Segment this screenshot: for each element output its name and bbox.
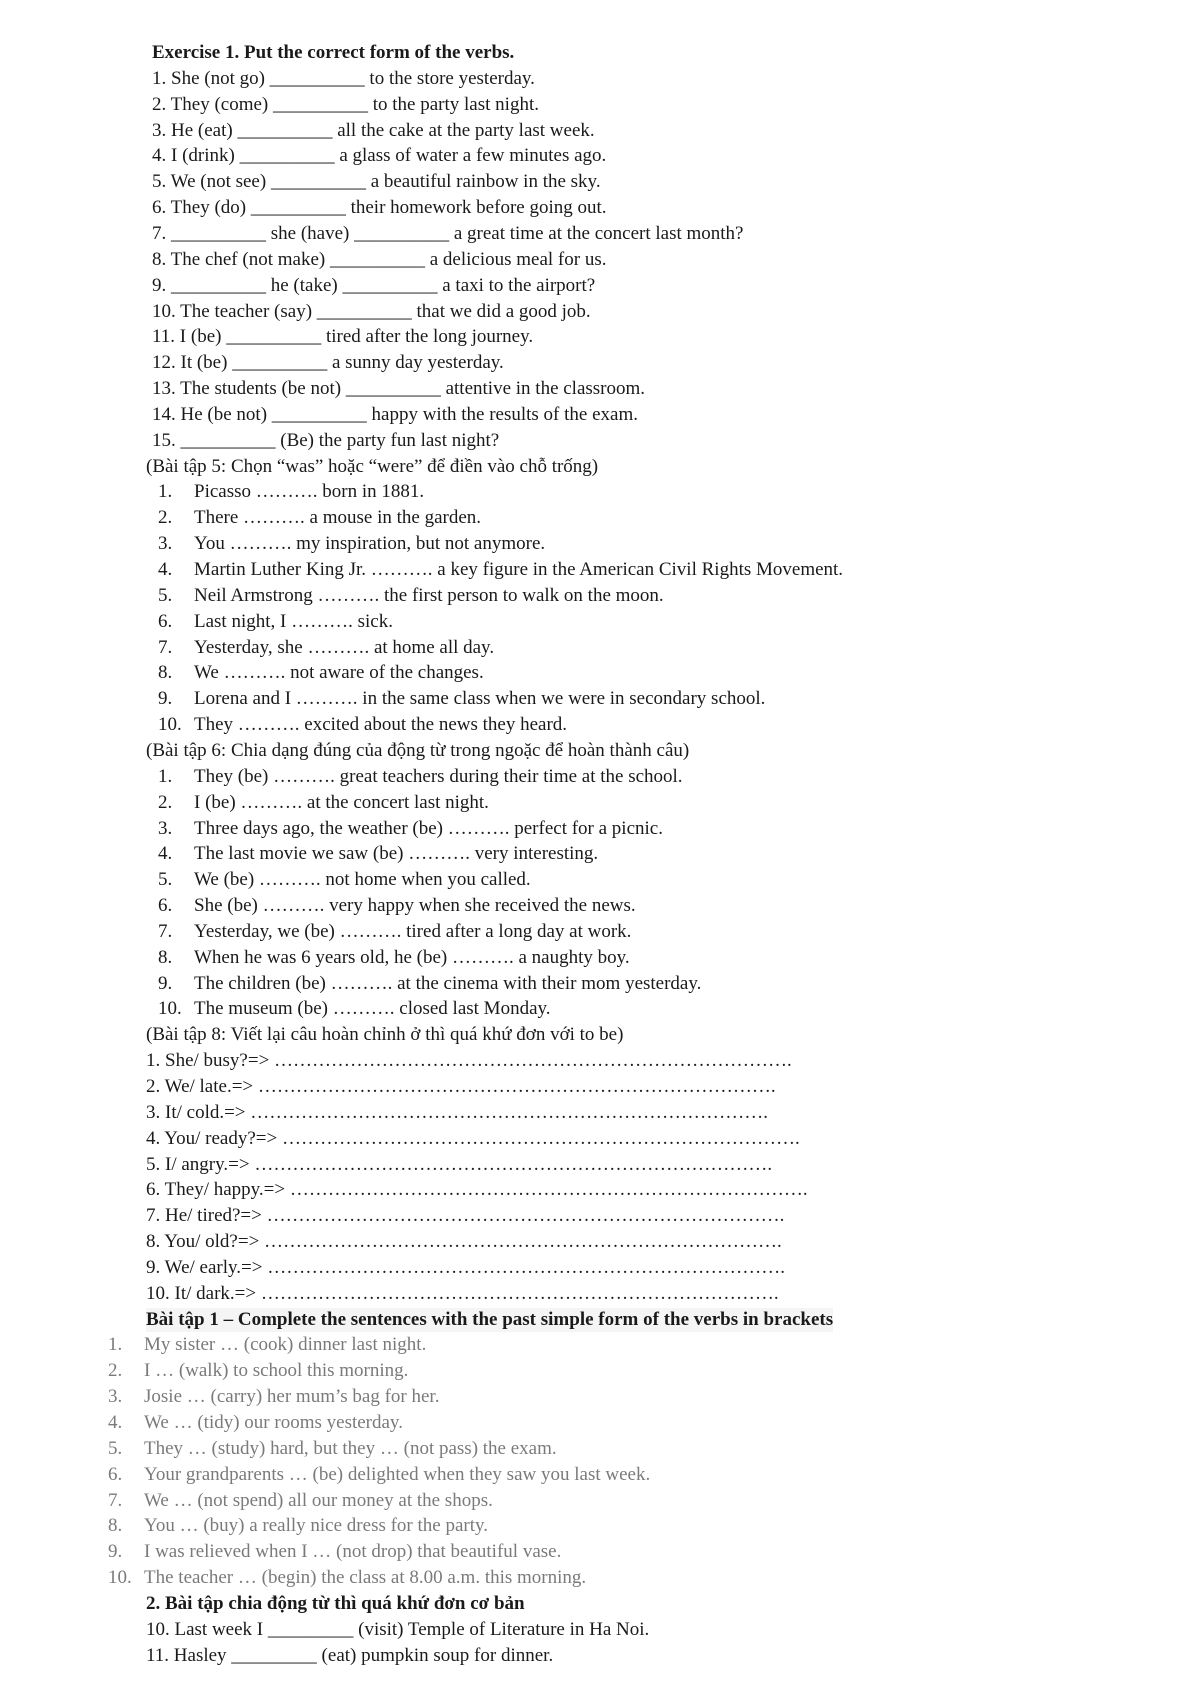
exercise6-item-text: I (be) ………. at the concert last night. bbox=[194, 792, 489, 813]
exercise6-title: (Bài tập 6: Chia dạng đúng của động từ trong ngoặc để hoàn thành câu) bbox=[146, 740, 690, 761]
baitap1-item-text: My sister … (cook) dinner last night. bbox=[144, 1334, 427, 1355]
baitap1-item bbox=[108, 1437, 557, 1461]
exercise6-item bbox=[158, 791, 489, 815]
exercise6-item bbox=[158, 972, 701, 996]
baitap1-item-text: We … (tidy) our rooms yesterday. bbox=[144, 1412, 403, 1433]
exercise5-item-text: Neil Armstrong ………. the first person to walk on the moon. bbox=[194, 585, 664, 606]
exercise6-item bbox=[158, 946, 630, 970]
exercise6-item-text: The children (be) ………. at the cinema with their mom yesterday. bbox=[194, 973, 702, 994]
exercise5-item bbox=[158, 584, 664, 608]
exercise8-item: 1. She/ busy?=> ………………………………………………………………………. bbox=[146, 1050, 792, 1071]
exercise8-item: 8. You/ old?=> ………………………………………………………………………. bbox=[146, 1231, 782, 1252]
exercise1-item: 2. They (come) __________ to the party last night. bbox=[152, 94, 539, 115]
exercise6-item-text: They (be) ………. great teachers during their time at the school. bbox=[194, 766, 683, 787]
baitap1-item bbox=[108, 1463, 650, 1487]
exercise5-item-text: Martin Luther King Jr. ………. a key figure in the American Civil Rights Movement. bbox=[194, 559, 844, 580]
exercise6-item-text: The last movie we saw (be) ………. very interesting. bbox=[194, 843, 599, 864]
baitap1-item-text: I was relieved when I … (not drop) that beautiful vase. bbox=[144, 1541, 562, 1562]
exercise1-item: 13. The students (be not) __________ attentive in the classroom. bbox=[152, 378, 646, 399]
exercise5-item-number: 7. bbox=[158, 637, 173, 658]
exercise6-item-number: 1. bbox=[158, 766, 173, 787]
exercise5-item-text: They ………. excited about the news they heard. bbox=[194, 714, 568, 735]
exercise6-item-number: 6. bbox=[158, 895, 173, 916]
exercise8-item: 6. They/ happy.=> ………………………………………………………………………. bbox=[146, 1179, 808, 1200]
exercise1-item: 12. It (be) __________ a sunny day yesterday. bbox=[152, 352, 504, 373]
exercise5-item bbox=[158, 558, 843, 582]
exercise6-item bbox=[158, 997, 551, 1021]
exercise6-item-text: We (be) ………. not home when you called. bbox=[194, 869, 531, 890]
exercise6-item-text: Yesterday, we (be) ………. tired after a long day at work. bbox=[194, 921, 632, 942]
baitap1-item-text: Josie … (carry) her mum’s bag for her. bbox=[144, 1386, 440, 1407]
exercise8-item: 2. We/ late.=> ………………………………………………………………………. bbox=[146, 1076, 776, 1097]
exercise8-item: 4. You/ ready?=> ………………………………………………………………………. bbox=[146, 1128, 800, 1149]
baitap2-title: 2. Bài tập chia động từ thì quá khứ đơn cơ bản bbox=[146, 1593, 525, 1614]
exercise5-title: (Bài tập 5: Chọn “was” hoặc “were” để điền vào chỗ trống) bbox=[146, 456, 599, 477]
exercise5-item-number: 10. bbox=[158, 714, 182, 735]
exercise1-item: 8. The chef (not make) __________ a delicious meal for us. bbox=[152, 249, 607, 270]
exercise8-item: 3. It/ cold.=> ………………………………………………………………………. bbox=[146, 1102, 769, 1123]
exercise5-item bbox=[158, 661, 484, 685]
exercise5-item bbox=[158, 480, 424, 504]
exercise5-item-text: Picasso ………. born in 1881. bbox=[194, 481, 425, 502]
baitap1-item-number: 5. bbox=[108, 1438, 123, 1459]
exercise6-item-text: She (be) ………. very happy when she received the news. bbox=[194, 895, 636, 916]
exercise8-item: 9. We/ early.=> ………………………………………………………………………. bbox=[146, 1257, 785, 1278]
exercise6-item-number: 2. bbox=[158, 792, 173, 813]
baitap1-item-number: 3. bbox=[108, 1386, 123, 1407]
exercise1-item: 6. They (do) __________ their homework before going out. bbox=[152, 197, 607, 218]
exercise1-item: 15. __________ (Be) the party fun last night? bbox=[152, 430, 500, 451]
exercise1-item: 5. We (not see) __________ a beautiful rainbow in the sky. bbox=[152, 171, 601, 192]
exercise6-item bbox=[158, 868, 531, 892]
exercise5-item-text: There ………. a mouse in the garden. bbox=[194, 507, 482, 528]
baitap1-title: Bài tập 1 – Complete the sentences with the past simple form of the verbs in brackets bbox=[146, 1309, 834, 1330]
exercise1-item: 4. I (drink) __________ a glass of water a few minutes ago. bbox=[152, 145, 607, 166]
exercise6-item-number: 9. bbox=[158, 973, 173, 994]
exercise6-item bbox=[158, 894, 636, 918]
exercise5-item-number: 4. bbox=[158, 559, 173, 580]
exercise5-item-text: We ………. not aware of the changes. bbox=[194, 662, 484, 683]
exercise5-item-text: Last night, I ………. sick. bbox=[194, 611, 393, 632]
exercise5-item bbox=[158, 610, 393, 634]
baitap1-item bbox=[108, 1411, 403, 1435]
exercise5-item-number: 3. bbox=[158, 533, 173, 554]
exercise8-item: 5. I/ angry.=> ………………………………………………………………………. bbox=[146, 1154, 773, 1175]
exercise1-item: 3. He (eat) __________ all the cake at the party last week. bbox=[152, 120, 595, 141]
exercise1-item: 7. __________ she (have) __________ a great time at the concert last month? bbox=[152, 223, 744, 244]
exercise6-item-text: When he was 6 years old, he (be) ………. a naughty boy. bbox=[194, 947, 630, 968]
exercise5-item bbox=[158, 713, 567, 737]
exercise5-item-number: 5. bbox=[158, 585, 173, 606]
exercise5-item-text: Lorena and I ………. in the same class when we were in secondary school. bbox=[194, 688, 766, 709]
baitap1-item-text: I … (walk) to school this morning. bbox=[144, 1360, 409, 1381]
baitap1-item-number: 6. bbox=[108, 1464, 123, 1485]
exercise5-item bbox=[158, 532, 545, 556]
exercise1-item: 14. He (be not) __________ happy with the results of the exam. bbox=[152, 404, 638, 425]
exercise5-item bbox=[158, 687, 765, 711]
baitap1-item-number: 9. bbox=[108, 1541, 123, 1562]
exercise6-item bbox=[158, 817, 663, 841]
exercise5-item-text: Yesterday, she ………. at home all day. bbox=[194, 637, 495, 658]
exercise1-item: 11. I (be) __________ tired after the long journey. bbox=[152, 326, 534, 347]
exercise5-item-number: 9. bbox=[158, 688, 173, 709]
baitap1-item-text: The teacher … (begin) the class at 8.00 a.m. this morning. bbox=[144, 1567, 587, 1588]
baitap1-item bbox=[108, 1489, 493, 1513]
exercise6-item-number: 10. bbox=[158, 998, 182, 1019]
exercise6-item-number: 8. bbox=[158, 947, 173, 968]
baitap2-item: 11. Hasley _________ (eat) pumpkin soup for dinner. bbox=[146, 1645, 554, 1666]
exercise6-item bbox=[158, 920, 631, 944]
baitap1-item bbox=[108, 1514, 488, 1538]
exercise5-item-number: 1. bbox=[158, 481, 173, 502]
baitap1-item bbox=[108, 1359, 408, 1383]
baitap1-item-number: 1. bbox=[108, 1334, 123, 1355]
baitap1-item-text: Your grandparents … (be) delighted when they saw you last week. bbox=[144, 1464, 651, 1485]
baitap1-item bbox=[108, 1540, 561, 1564]
exercise1-item: 1. She (not go) __________ to the store yesterday. bbox=[152, 68, 535, 89]
exercise6-item-text: Three days ago, the weather (be) ………. perfect for a picnic. bbox=[194, 818, 663, 839]
exercise5-item-number: 2. bbox=[158, 507, 173, 528]
exercise5-item-text: You ………. my inspiration, but not anymore. bbox=[194, 533, 546, 554]
exercise6-item bbox=[158, 842, 598, 866]
baitap1-item-number: 8. bbox=[108, 1515, 123, 1536]
exercise8-item: 7. He/ tired?=> ………………………………………………………………………. bbox=[146, 1205, 785, 1226]
exercise6-item-text: The museum (be) ………. closed last Monday. bbox=[194, 998, 551, 1019]
baitap1-item-number: 10. bbox=[108, 1567, 132, 1588]
baitap1-item-text: They … (study) hard, but they … (not pass) the exam. bbox=[144, 1438, 557, 1459]
exercise5-item bbox=[158, 636, 494, 660]
exercise5-item-number: 6. bbox=[158, 611, 173, 632]
exercise6-item-number: 3. bbox=[158, 818, 173, 839]
baitap1-item-number: 2. bbox=[108, 1360, 123, 1381]
baitap2-item: 10. Last week I _________ (visit) Temple of Literature in Ha Noi. bbox=[146, 1619, 650, 1640]
exercise5-item bbox=[158, 506, 481, 530]
baitap1-item bbox=[108, 1385, 439, 1409]
exercise5-item-number: 8. bbox=[158, 662, 173, 683]
exercise1-title: Exercise 1. Put the correct form of the verbs. bbox=[152, 42, 515, 63]
exercise6-item-number: 7. bbox=[158, 921, 173, 942]
exercise6-item-number: 4. bbox=[158, 843, 173, 864]
baitap1-item bbox=[108, 1333, 426, 1357]
exercise6-item bbox=[158, 765, 683, 789]
baitap1-item-number: 4. bbox=[108, 1412, 123, 1433]
baitap1-item-text: We … (not spend) all our money at the shops. bbox=[144, 1490, 493, 1511]
baitap1-item bbox=[108, 1566, 586, 1590]
baitap1-item-number: 7. bbox=[108, 1490, 123, 1511]
exercise6-item-number: 5. bbox=[158, 869, 173, 890]
exercise8-title: (Bài tập 8: Viết lại câu hoàn chỉnh ở thì quá khứ đơn với to be) bbox=[146, 1024, 624, 1045]
baitap1-item-text: You … (buy) a really nice dress for the party. bbox=[144, 1515, 489, 1536]
exercise1-item: 10. The teacher (say) __________ that we did a good job. bbox=[152, 301, 591, 322]
exercise8-item: 10. It/ dark.=> ………………………………………………………………………. bbox=[146, 1283, 779, 1304]
exercise1-item: 9. __________ he (take) __________ a taxi to the airport? bbox=[152, 275, 596, 296]
